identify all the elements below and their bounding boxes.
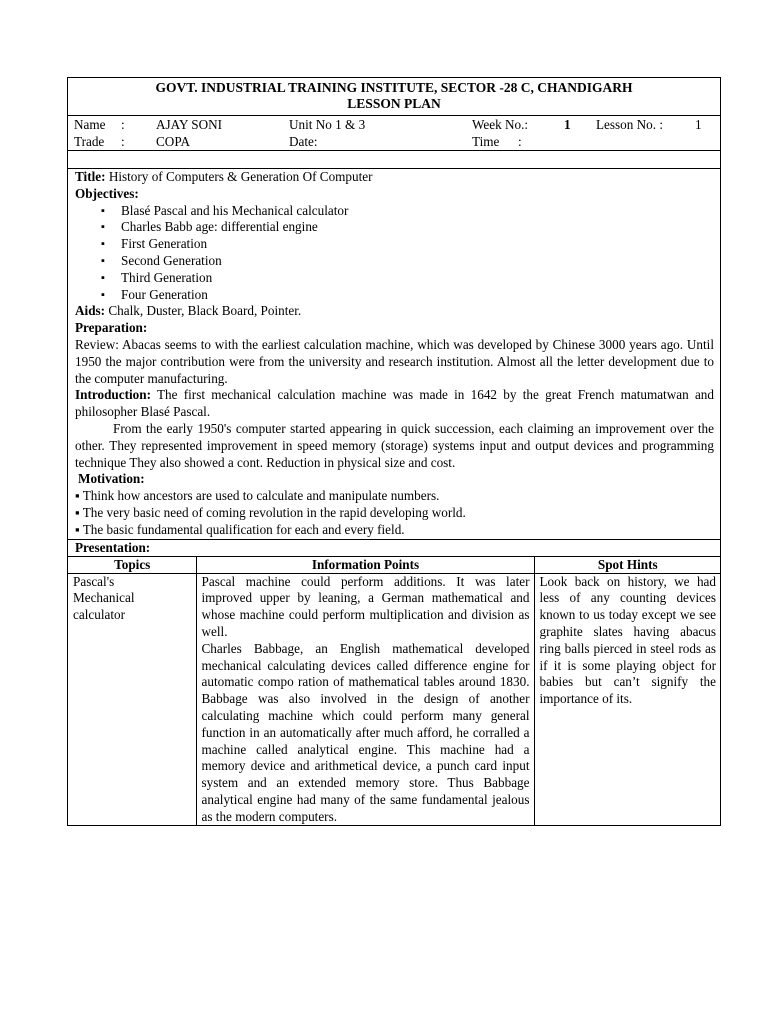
- name-colon: :: [121, 117, 125, 132]
- column-header-spot-hints: Spot Hints: [534, 557, 720, 574]
- spot-hints-text: Look back on history, we had less of any counting devices known to us today except we see graphite slates having abacus ring balls pierced in steel rods as if it is some playing object for babies but can’t signify the importance of its.: [539, 573, 716, 707]
- document-header: [68, 78, 720, 116]
- lesson-body: [68, 169, 720, 540]
- lesson-label: Lesson No. :: [596, 117, 664, 132]
- objectives-list: [75, 203, 714, 304]
- motivation-item-text: Think how ancestors are used to calculate and manipulate numbers.: [82, 488, 440, 504]
- presentation-label: Presentation:: [68, 540, 720, 557]
- motivation-item: ▪ The very basic need of coming revolution in the rapid developing world.: [75, 504, 466, 520]
- topic-text: Pascal's Mechanical calculator: [73, 573, 135, 623]
- institute-name: GOVT. INDUSTRIAL TRAINING INSTITUTE, SECTOR -28 C, CHANDIGARH: [155, 80, 633, 95]
- objectives-label: Objectives:: [75, 185, 139, 201]
- list-item: ▪ Blasé Pascal and his Mechanical calculator: [101, 203, 714, 220]
- presentation-table: [68, 557, 720, 826]
- list-item: ▪ Second Generation: [101, 253, 714, 270]
- time-colon: :: [518, 134, 522, 149]
- motivation-label: Motivation:: [78, 471, 145, 487]
- column-header-information-points: Information Points: [196, 557, 534, 574]
- unit-label: Unit No 1 & 3: [289, 117, 366, 132]
- table-header-row: [68, 557, 720, 574]
- list-item: ▪ Third Generation: [101, 270, 714, 287]
- title-label: Title:: [75, 169, 106, 184]
- title-text: History of Computers & Generation Of Computer: [105, 169, 373, 184]
- lesson-value: 1: [695, 117, 702, 132]
- trade-colon: :: [121, 134, 125, 149]
- name-value: AJAY SONI: [156, 117, 223, 132]
- week-label: Week No.:: [472, 117, 529, 132]
- blank-row: [68, 151, 720, 169]
- topic-cell: [68, 573, 196, 825]
- information-cell: [196, 573, 534, 825]
- trade-label: Trade: [74, 134, 105, 149]
- motivation-item-text: The very basic need of coming revolution in the rapid developing world.: [82, 504, 466, 520]
- information-paragraph: Pascal machine could perform additions. It was later improved upper by leaning, a German mathematical and whose machine could perform multiplication and division as well.: [201, 573, 530, 639]
- date-label: Date:: [289, 134, 318, 149]
- aids-line: [75, 303, 714, 320]
- lesson-plan-sheet: [67, 77, 721, 826]
- introduction-label: Introduction:: [75, 387, 151, 403]
- time-label: Time: [472, 134, 500, 149]
- introduction-paragraph-2: From the early 1950's computer started appearing in quick succession, each claiming an improvement over the other. They represented improvement in speed memory (storage) systems input and output devices and programming technique They also showed a cont. Reduction in physical size and cost.: [75, 420, 714, 470]
- name-label: Name: [74, 117, 106, 132]
- list-item: ▪ Four Generation: [101, 287, 714, 304]
- list-item: ▪ Charles Babb age: differential engine: [101, 219, 714, 236]
- spot-hints-cell: [534, 573, 720, 825]
- introduction-text: The first mechanical calculation machine was made in 1642 by the great French matumatwan and philosopher Blasé Pascal.: [75, 387, 714, 420]
- document-title: LESSON PLAN: [347, 96, 441, 111]
- week-value: 1: [564, 117, 571, 132]
- review-paragraph: Review: Abacas seems to with the earliest calculation machine, which was developed by Chinese 3000 years ago. Until 1950 the major contribution were from the university and research institution. Almost all the letter development due to the computer manufacturing.: [75, 336, 714, 386]
- information-paragraph: Charles Babbage, an English mathematical developed mechanical calculating devices called difference engine for automatic compo ration of mathematical tables around 1830. Babbage was also involved in the design of another calculating machine which could perform many general function in an automatically after much afford, he corralled a machine called analytical engine. This machine had a memory device and arithmetical device, a punch card input system and an extended memory store. Thus Babbage analytical engine had many of the same fundamental jealous as the modern computers.: [201, 640, 530, 824]
- aids-text: Chalk, Duster, Black Board, Pointer.: [105, 303, 302, 319]
- motivation-item: ▪ The basic fundamental qualification for each and every field.: [75, 521, 405, 537]
- trade-value: COPA: [156, 134, 190, 149]
- list-item: ▪ First Generation: [101, 236, 714, 253]
- preparation-label: Preparation:: [75, 320, 148, 336]
- introduction-paragraph: [75, 387, 714, 421]
- column-header-topics: Topics: [68, 557, 196, 574]
- aids-label: Aids:: [75, 303, 106, 319]
- motivation-item: ▪ Think how ancestors are used to calculate and manipulate numbers.: [75, 488, 440, 504]
- info-row: [68, 116, 720, 151]
- title-line: [75, 169, 714, 186]
- motivation-item-text: The basic fundamental qualification for each and every field.: [82, 521, 405, 537]
- table-row: [68, 573, 720, 825]
